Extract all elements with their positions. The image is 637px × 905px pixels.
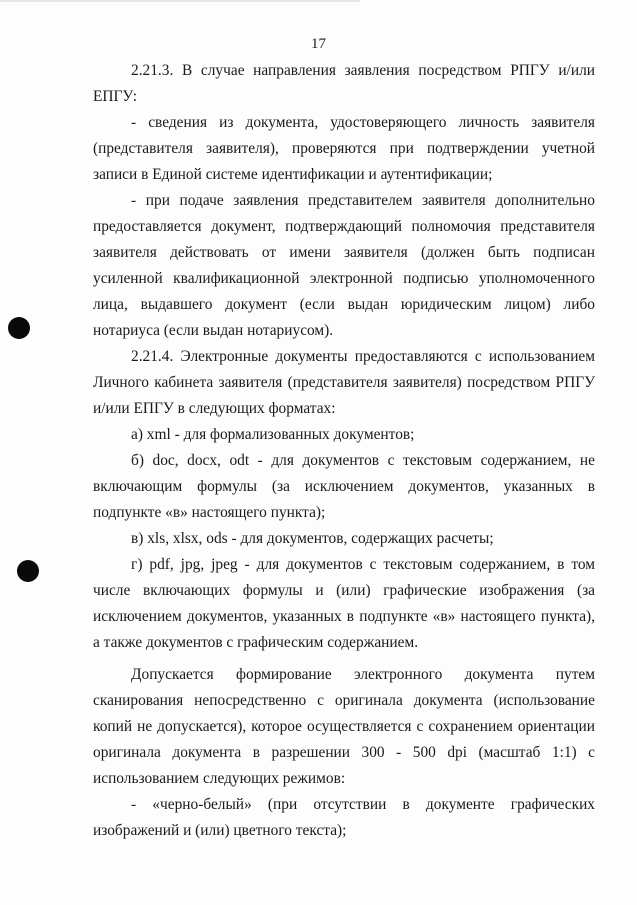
paragraph-scanning: Допускается формирование электронного документа путем сканирования непосредственно с оригинала документа (использование копий не допускается), которое осуществляется с сохранением ориентации оригинала документа в разрешении 300 - 500 dpi (масштаб 1:1) с использованием следующих режимов:	[93, 666, 595, 787]
list-item-g: г) pdf, jpg, jpeg - для документов с текстовым содержанием, в том числе включающих формулы и (или) графические изображения (за исключением документов, указанных в подпункте «в» настоящего пункта), а также документов с графическим содержанием.	[93, 556, 595, 651]
paragraph-2-21-3: 2.21.3. В случае направления заявления посредством РПГУ и/или ЕПГУ:	[93, 62, 595, 105]
paragraph-representative: - при подаче заявления представителем заявителя дополнительно предоставляется документ, подтверждающий полномочия представителя заявителя действовать от имени заявителя (должен быть подписан усиленной квалификационной электронной подписью уполномоченного лица, выдавшего документ (если выдан юридическим лицом) либо нотариуса (если выдан нотариусом).	[93, 192, 595, 339]
list-item-black-white: - «черно-белый» (при отсутствии в документе графических изображений и (или) цветного текста);	[93, 796, 595, 839]
list-item-a: а) xml - для формализованных документов;	[131, 426, 415, 443]
list-item-v: в) xls, xlsx, ods - для документов, содержащих расчеты;	[131, 530, 494, 547]
list-item-b: б) doc, docx, odt - для документов с текстовым содержанием, не включающим формулы (за исключением документов, указанных в подпункте «в» настоящего пункта);	[93, 452, 595, 521]
paragraph-identity-info: - сведения из документа, удостоверяющего личность заявителя (представителя заявителя), проверяются при подтверждении учетной записи в Единой системе идентификации и аутентификации;	[93, 114, 595, 183]
punch-hole-mark	[8, 317, 30, 339]
punch-hole-mark	[17, 560, 39, 582]
scan-edge-line	[0, 0, 360, 2]
document-body	[93, 58, 595, 844]
page-number: 17	[311, 36, 326, 52]
paragraph-2-21-4: 2.21.4. Электронные документы предоставляются с использованием Личного кабинета заявителя (представителя заявителя) посредством РПГУ и/или ЕПГУ в следующих форматах:	[93, 348, 595, 417]
